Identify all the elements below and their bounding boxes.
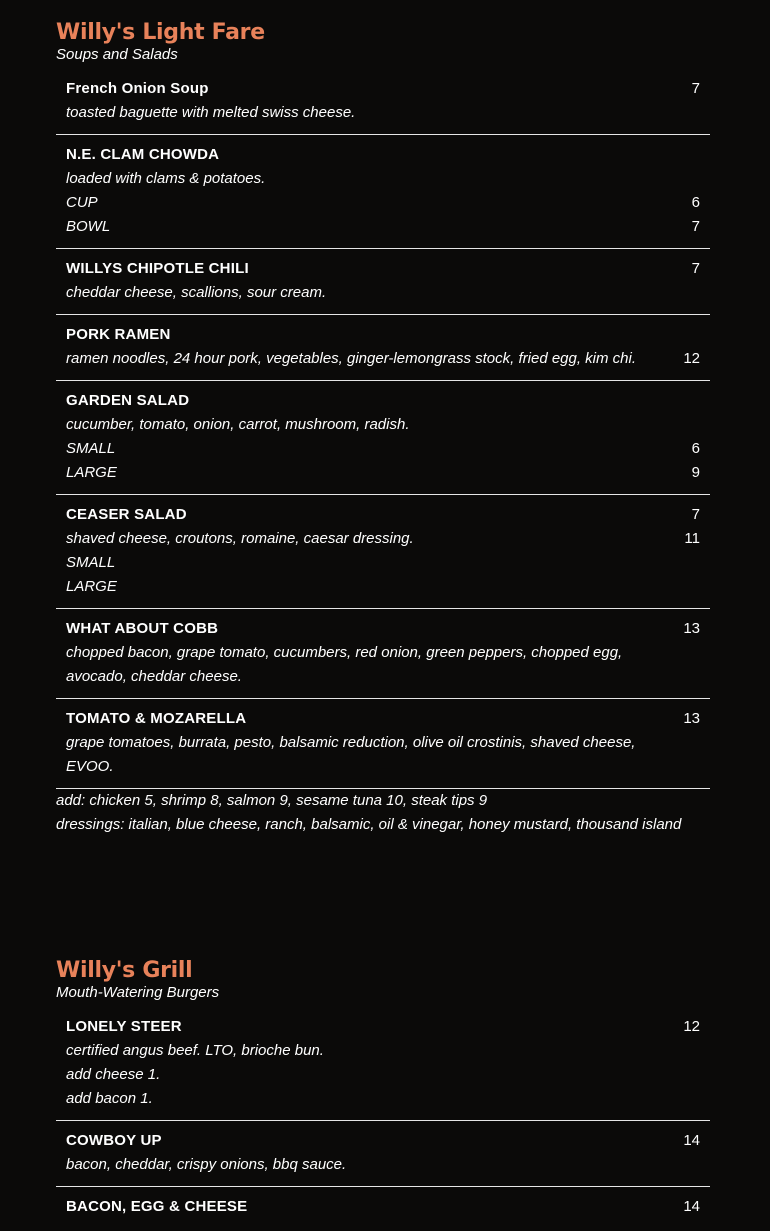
menu-item-list (56, 1007, 710, 1228)
item-description: cheddar cheese, scallions, sour cream. (66, 284, 327, 301)
item-description: certified angus beef. LTO, brioche bun. (66, 1042, 324, 1059)
section-title: Willy's Grill (56, 958, 193, 983)
menu-item-clam-chowda (56, 135, 710, 249)
item-size-label: SMALL (66, 554, 116, 571)
item-addon: add bacon 1. (66, 1090, 153, 1107)
menu-item-french-onion-soup (56, 69, 710, 135)
section-grill (56, 958, 710, 1228)
item-price (660, 323, 700, 347)
item-size-label: LARGE (66, 464, 117, 481)
item-price: 7 (691, 260, 700, 277)
item-price: 13 (683, 710, 700, 727)
item-addon: add cheese 1. (66, 1066, 161, 1083)
menu-item-chipotle-chili (56, 249, 710, 315)
item-price: 6 (691, 194, 700, 211)
item-size-label: SMALL (66, 440, 116, 457)
item-name: WHAT ABOUT COBB (66, 620, 219, 637)
section-notes (56, 789, 710, 837)
item-description: cucumber, tomato, onion, carrot, mushroom, radish. (66, 416, 410, 433)
item-price: 7 (691, 506, 700, 523)
item-price (660, 167, 700, 191)
item-name: GARDEN SALAD (66, 392, 190, 409)
add-ons-note: add: chicken 5, shrimp 8, salmon 9, sesame tuna 10, steak tips 9 (56, 792, 488, 809)
item-name: CEASER SALAD (66, 506, 187, 523)
item-price (660, 389, 700, 413)
item-price: 7 (691, 80, 700, 97)
section-title: Willy's Light Fare (56, 20, 265, 45)
item-description: bacon, cheddar, crispy onions, bbq sauce. (66, 1156, 347, 1173)
item-price: 12 (683, 1018, 700, 1035)
item-description: chopped bacon, grape tomato, cucumbers, red onion, green peppers, chopped egg, avocado, cheddar cheese. (66, 644, 623, 685)
item-price: 9 (691, 464, 700, 481)
item-name: TOMATO & MOZARELLA (66, 710, 247, 727)
item-name: French Onion Soup (66, 80, 209, 97)
item-name: N.E. CLAM CHOWDA (66, 146, 220, 163)
item-price: 11 (684, 530, 700, 547)
item-price: 14 (683, 1198, 700, 1215)
item-price (660, 413, 700, 437)
section-subtitle: Soups and Salads (56, 46, 178, 63)
menu-item-cowboy-up (56, 1121, 710, 1187)
menu-item-what-about-cobb (56, 609, 710, 699)
item-name: COWBOY UP (66, 1132, 162, 1149)
item-size-label: BOWL (66, 218, 111, 235)
item-price: 6 (691, 440, 700, 457)
item-name: LONELY STEER (66, 1018, 182, 1035)
menu-item-pork-ramen (56, 315, 710, 381)
item-price (660, 143, 700, 167)
item-size-label: CUP (66, 194, 98, 211)
menu-item-ceaser-salad (56, 495, 710, 609)
item-description: toasted baguette with melted swiss cheese. (66, 104, 356, 121)
menu-item-list (56, 69, 710, 789)
menu-item-tomato-mozarella (56, 699, 710, 789)
item-name: WILLYS CHIPOTLE CHILI (66, 260, 249, 277)
menu-item-lonely-steer (56, 1007, 710, 1121)
item-description: loaded with clams & potatoes. (66, 170, 266, 187)
item-price: 13 (683, 620, 700, 637)
item-name: PORK RAMEN (66, 326, 171, 343)
item-description: grape tomatoes, burrata, pesto, balsamic reduction, olive oil crostinis, shaved cheese, EVOO. (66, 734, 636, 775)
item-size-label: LARGE (66, 578, 117, 595)
dressings-note: dressings: italian, blue cheese, ranch, balsamic, oil & vinegar, honey mustard, thousand island (56, 816, 682, 833)
section-light-fare (56, 20, 710, 837)
menu-item-garden-salad (56, 381, 710, 495)
item-price: 12 (683, 350, 700, 367)
item-price: 14 (683, 1132, 700, 1149)
menu-item-bacon-egg-cheese (56, 1187, 710, 1228)
item-description: ramen noodles, 24 hour pork, vegetables, ginger-lemongrass stock, fried egg, kim chi. (66, 350, 637, 367)
item-description: shaved cheese, croutons, romaine, caesar dressing. (66, 530, 414, 547)
item-price: 7 (691, 218, 700, 235)
section-subtitle: Mouth-Watering Burgers (56, 984, 220, 1001)
item-name: BACON, EGG & CHEESE (66, 1198, 248, 1215)
